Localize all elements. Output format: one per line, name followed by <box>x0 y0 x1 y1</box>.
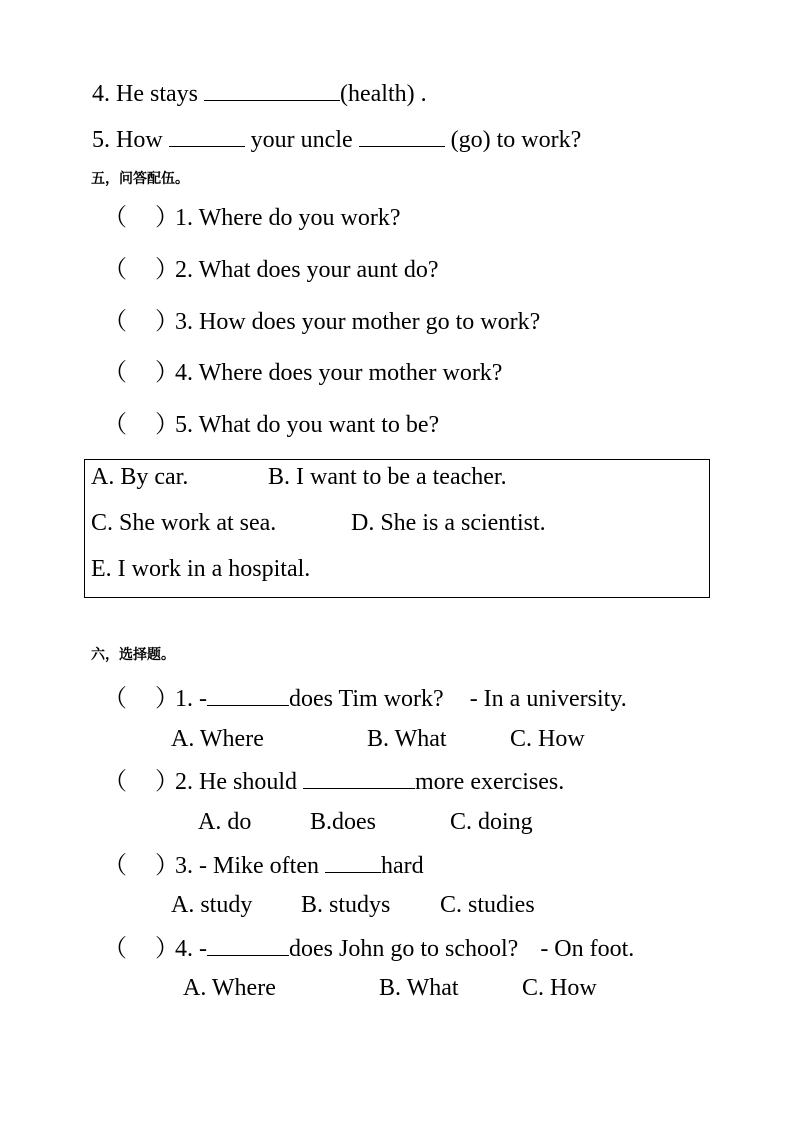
answer-bracket-5[interactable]: （ ） <box>103 412 179 438</box>
match-question-5-text: 5. What do you want to be? <box>175 412 440 438</box>
choice-question-1 <box>103 683 627 713</box>
match-question-3 <box>103 308 540 336</box>
choice-q3-stem-a: 3. - Mike often <box>175 853 325 879</box>
match-question-3-text: 3. How does your mother go to work? <box>175 309 541 335</box>
choice-q2-stem-a: 2. He should <box>175 769 303 795</box>
choice-question-4 <box>103 933 634 963</box>
answer-option-d: D. She is a scientist. <box>351 510 546 536</box>
fill-q5-prefix: 5. How <box>92 127 169 153</box>
fill-q4-prefix: 4. He stays <box>92 81 204 107</box>
match-question-2 <box>103 256 439 284</box>
choice-q1-option-c[interactable]: C. How <box>510 726 585 752</box>
answer-options-box <box>84 459 710 598</box>
choice-q1-option-b[interactable]: B. What <box>367 726 447 752</box>
match-question-5 <box>103 411 439 439</box>
match-question-4 <box>103 359 502 387</box>
fill-q5-blank-1[interactable] <box>169 124 245 147</box>
choice-q2-option-a[interactable]: A. do <box>198 809 252 835</box>
choice-bracket-2[interactable]: （ ） <box>103 769 179 795</box>
choice-q4-stem: does John go to school? <box>289 936 519 962</box>
choice-q1-reply: - In a university. <box>469 686 627 712</box>
choice-q2-blank[interactable] <box>303 766 415 789</box>
choice-q3-stem-b: hard <box>380 853 424 879</box>
fill-q5-suffix: (go) to work? <box>444 127 582 153</box>
choice-q4-option-b[interactable]: B. What <box>379 975 459 1001</box>
choice-q4-option-a[interactable]: A. Where <box>183 975 276 1001</box>
choice-question-2 <box>103 766 564 796</box>
choice-q4-reply: - On foot. <box>540 936 635 962</box>
section6-heading: 六，选择题。 <box>91 647 175 663</box>
match-question-1-text: 1. Where do you work? <box>175 205 401 231</box>
choice-q3-option-c[interactable]: C. studies <box>440 892 535 918</box>
choice-q1-stem: does Tim work? <box>289 686 444 712</box>
choice-q1-blank[interactable] <box>207 683 289 706</box>
answer-option-a: A. By car. <box>91 464 189 490</box>
fill-question-4 <box>92 78 427 108</box>
fill-q5-blank-2[interactable] <box>359 124 445 147</box>
match-question-4-text: 4. Where does your mother work? <box>175 360 503 386</box>
answer-option-b: B. I want to be a teacher. <box>268 464 507 490</box>
answer-bracket-4[interactable]: （ ） <box>103 360 179 386</box>
fill-question-5 <box>92 124 581 154</box>
choice-q2-option-b[interactable]: B.does <box>310 809 376 835</box>
choice-bracket-4[interactable]: （ ） <box>103 936 179 962</box>
choice-q1-option-a[interactable]: A. Where <box>171 726 264 752</box>
choice-q2-stem-b: more exercises. <box>415 769 565 795</box>
answer-bracket-2[interactable]: （ ） <box>103 257 179 283</box>
choice-q4-blank[interactable] <box>207 933 289 956</box>
answer-bracket-1[interactable]: （ ） <box>103 205 179 231</box>
answer-option-c: C. She work at sea. <box>91 510 277 536</box>
choice-bracket-1[interactable]: （ ） <box>103 686 179 712</box>
match-question-2-text: 2. What does your aunt do? <box>175 257 439 283</box>
choice-q3-option-a[interactable]: A. study <box>171 892 253 918</box>
choice-q3-option-b[interactable]: B. studys <box>301 892 391 918</box>
choice-q1-num: 1. - <box>175 686 207 712</box>
fill-q4-blank[interactable] <box>204 78 340 101</box>
choice-q2-option-c[interactable]: C. doing <box>450 809 533 835</box>
choice-question-3 <box>103 850 424 880</box>
answer-option-e: E. I work in a hospital. <box>91 556 311 582</box>
answer-bracket-3[interactable]: （ ） <box>103 309 179 335</box>
fill-q4-suffix: (health) . <box>339 81 427 107</box>
choice-q4-num: 4. - <box>175 936 207 962</box>
choice-q3-blank[interactable] <box>325 850 381 873</box>
fill-q5-middle: your uncle <box>244 127 359 153</box>
section5-heading: 五，问答配伍。 <box>91 171 189 187</box>
match-question-1 <box>103 204 401 232</box>
choice-bracket-3[interactable]: （ ） <box>103 853 179 879</box>
choice-q4-option-c[interactable]: C. How <box>522 975 597 1001</box>
